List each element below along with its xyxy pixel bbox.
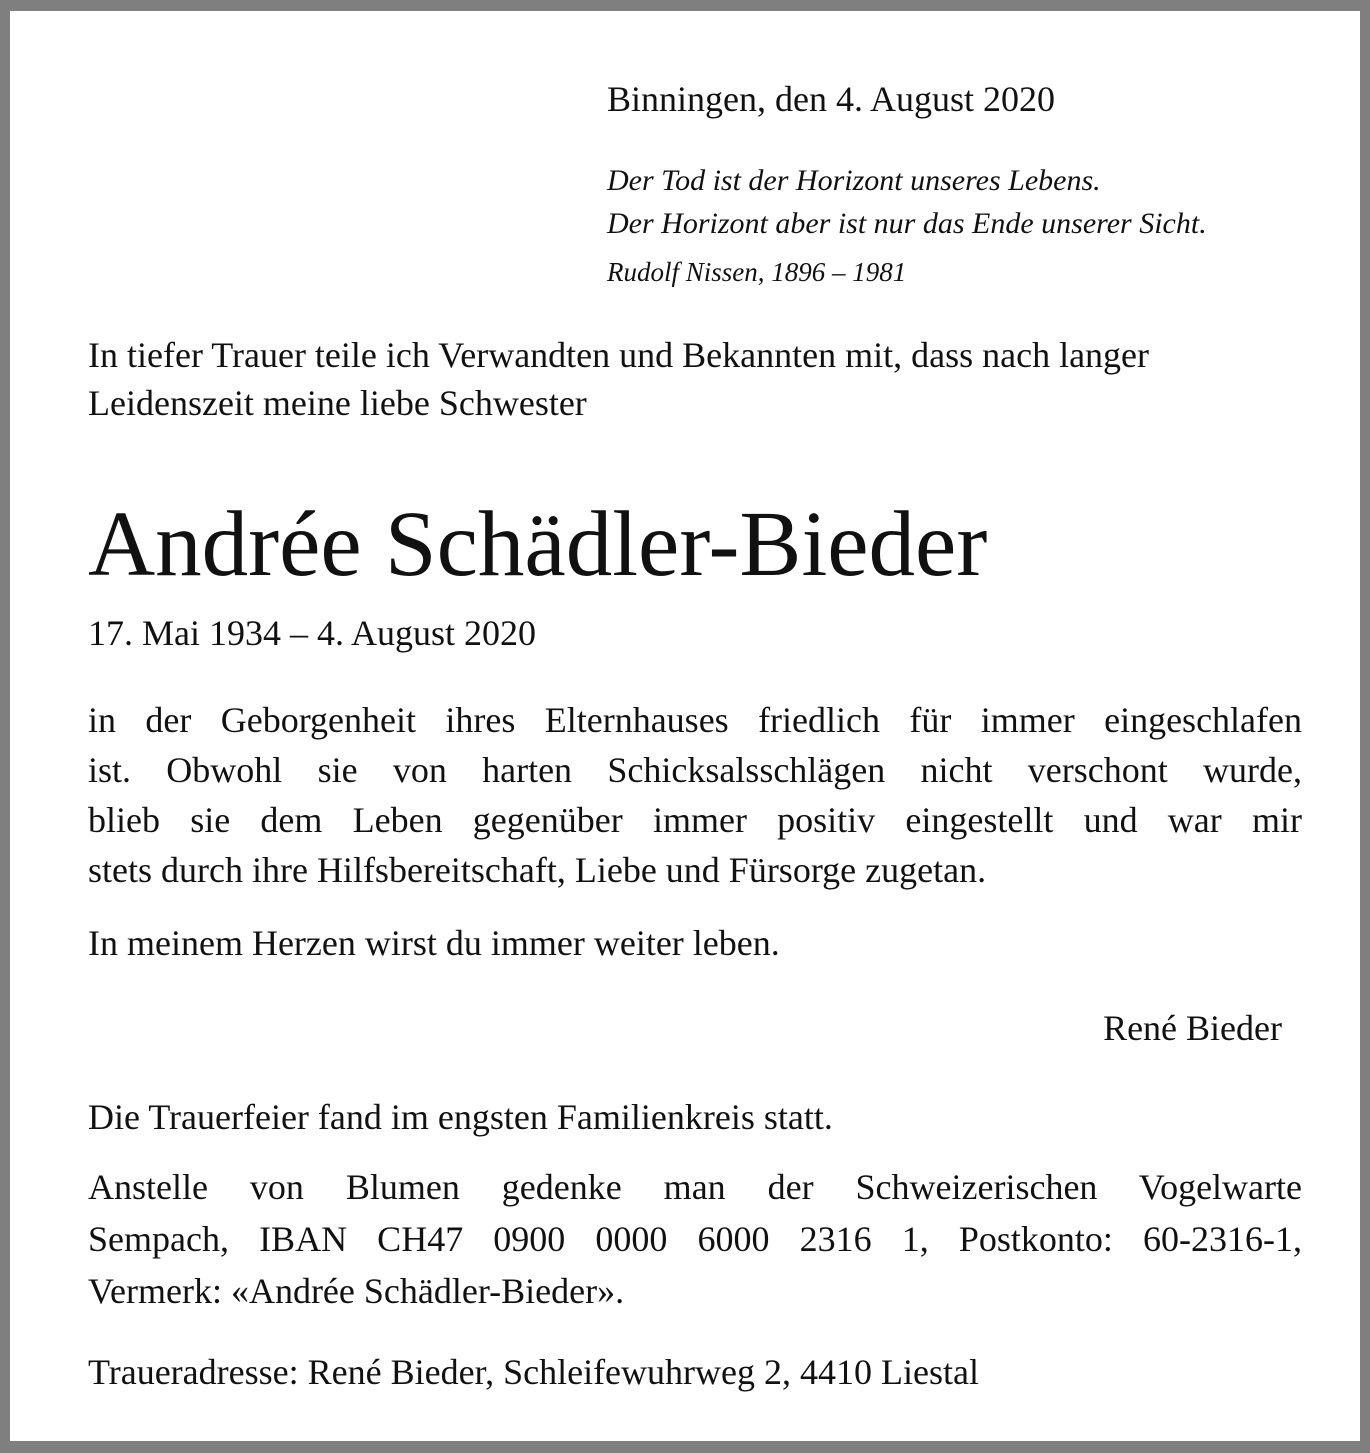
intro-paragraph xyxy=(88,331,1302,427)
quote-line: Der Horizont aber ist nur das Ende unserer Sicht. xyxy=(607,207,1207,240)
quote-line: Der Tod ist der Horizont unseres Lebens. xyxy=(607,164,1101,197)
quote-author: Rudolf Nissen, 1896 – 1981 xyxy=(607,257,907,287)
funeral-notice: Die Trauerfeier fand im engsten Familienkreis statt. xyxy=(88,1097,833,1137)
body-line: ist. Obwohl sie von harten Schicksalsschlägen nicht verschont wurde, xyxy=(88,750,1302,790)
deceased-name: Andrée Schädler-Bieder xyxy=(88,493,988,596)
mourning-address: Traueradresse: René Bieder, Schleifewuhrweg 2, 4410 Liestal xyxy=(88,1352,979,1392)
place-date: Binningen, den 4. August 2020 xyxy=(607,79,1055,119)
body-line: blieb sie dem Leben gegenüber immer positiv eingestellt und war mir xyxy=(88,800,1302,840)
closing-line: In meinem Herzen wirst du immer weiter leben. xyxy=(88,923,780,963)
body-line: in der Geborgenheit ihres Elternhauses friedlich für immer eingeschlafen xyxy=(88,700,1302,740)
donation-paragraph xyxy=(88,1161,1302,1317)
body-paragraph xyxy=(88,695,1302,895)
donation-line: Vermerk: «Andrée Schädler-Bieder». xyxy=(88,1271,625,1311)
intro-line: Leidenszeit meine liebe Schwester xyxy=(88,383,587,423)
donation-line: Anstelle von Blumen gedenke man der Schweizerischen Vogelwarte xyxy=(88,1167,1302,1207)
intro-line: In tiefer Trauer teile ich Verwandten und Bekannten mit, dass nach langer xyxy=(88,335,1150,375)
donation-line: Sempach, IBAN CH47 0900 0000 6000 2316 1, Postkonto: 60-2316-1, xyxy=(88,1219,1302,1259)
life-dates: 17. Mai 1934 – 4. August 2020 xyxy=(88,613,537,653)
signature: René Bieder xyxy=(1103,1008,1282,1048)
quote xyxy=(607,159,1207,245)
body-line: stets durch ihre Hilfsbereitschaft, Liebe und Fürsorge zugetan. xyxy=(88,850,987,890)
